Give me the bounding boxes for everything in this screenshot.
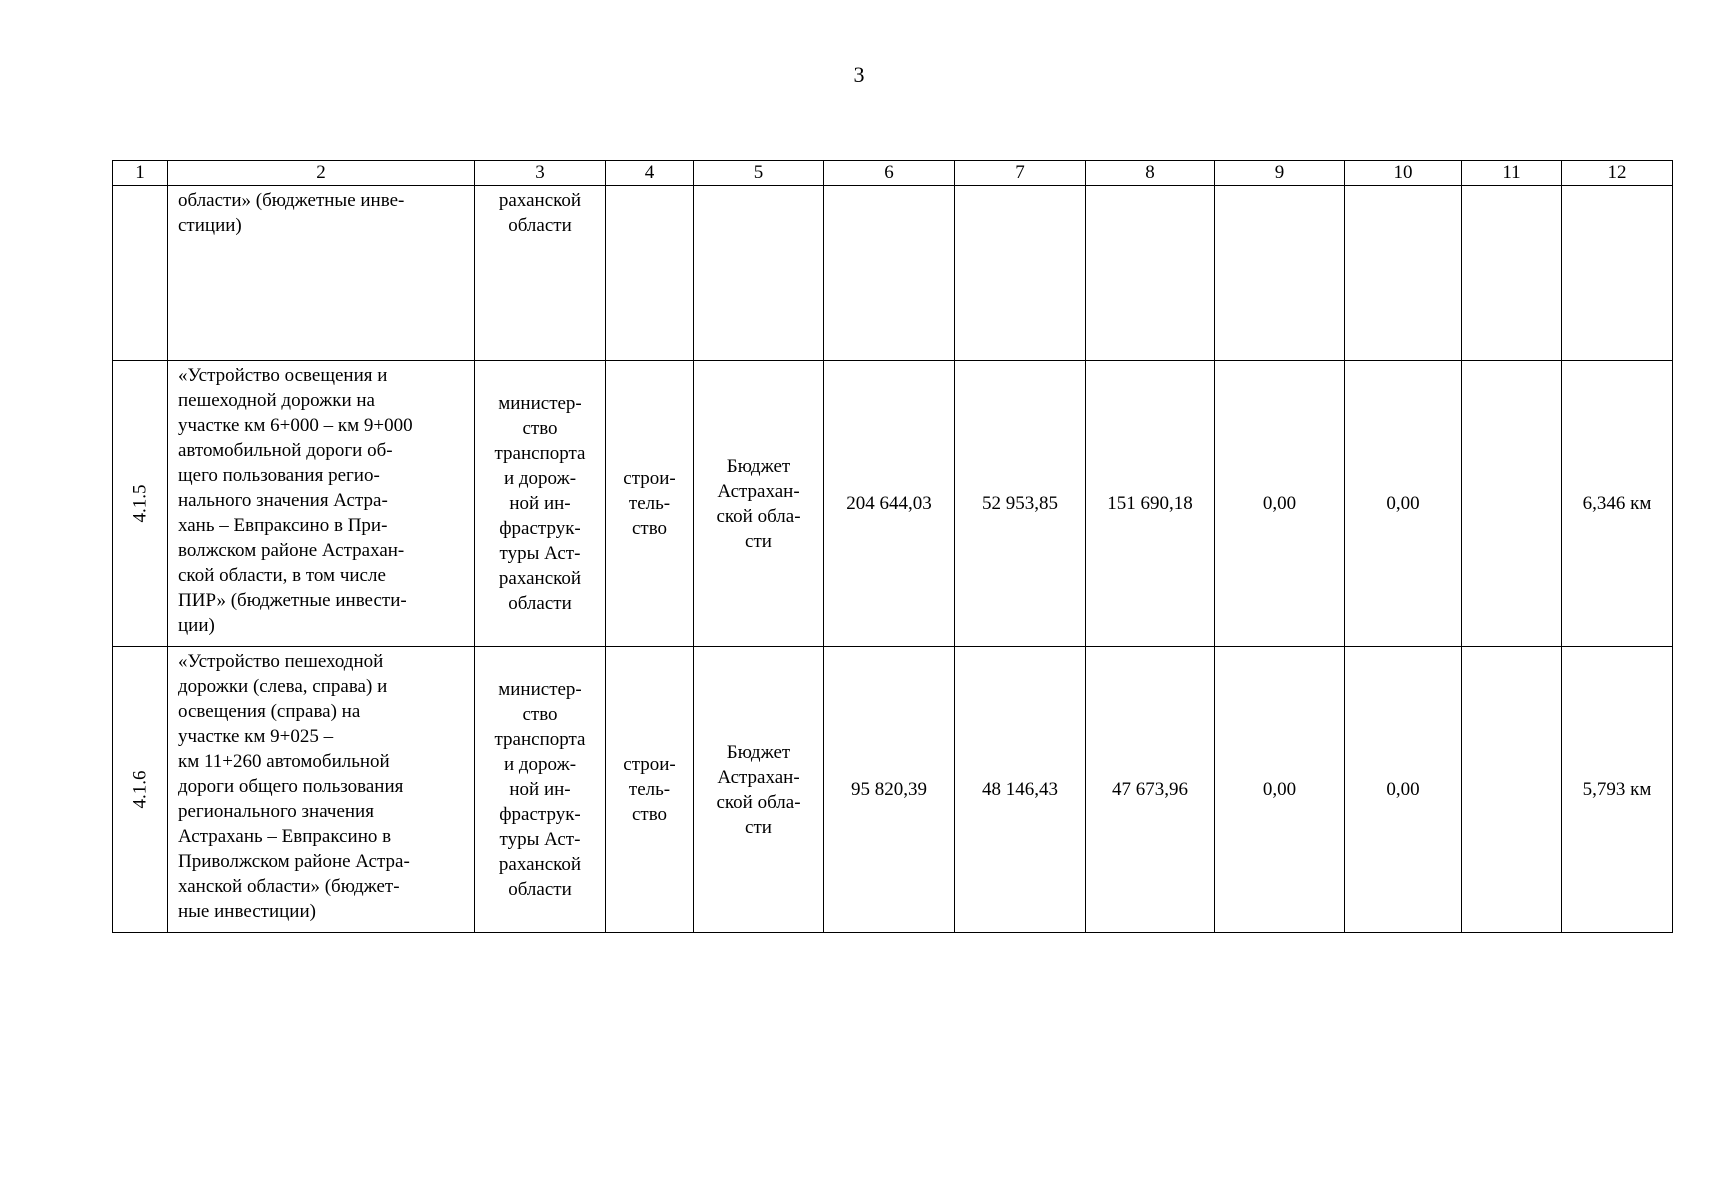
cell-type: строи- тель- ство: [606, 361, 694, 647]
cell-col8: [1086, 186, 1215, 361]
header-cell: 11: [1462, 161, 1562, 186]
cell-number: [113, 647, 168, 933]
header-cell: 4: [606, 161, 694, 186]
header-row: [113, 161, 1673, 186]
cell-col10: 0,00: [1345, 361, 1462, 647]
cell-col8: 151 690,18: [1086, 361, 1215, 647]
cell-col6: [824, 186, 955, 361]
continuation-row: [113, 186, 1673, 361]
cell-col10: [1345, 186, 1462, 361]
cell-col7: 52 953,85: [955, 361, 1086, 647]
cell-source: [694, 186, 824, 361]
cell-col12: 5,793 км: [1562, 647, 1673, 933]
program-table: [112, 160, 1673, 933]
cell-source: Бюджет Астрахан- ской обла- сти: [694, 647, 824, 933]
cell-number: [113, 361, 168, 647]
header-cell: 10: [1345, 161, 1462, 186]
cell-col9: 0,00: [1215, 647, 1345, 933]
row-number: 4.1.6: [129, 770, 151, 809]
cell-col9: [1215, 186, 1345, 361]
cell-col11: [1462, 647, 1562, 933]
cell-type: [606, 186, 694, 361]
cell-name: «Устройство освещения и пешеходной дорожки на участке км 6+000 – км 9+000 автомобильной дороги об- щего пользования регио- нального значения Астра- хань – Евпраксино в При- волжском районе Астрахан- ской области, в том числе ПИР» (бюджетные инвести- ции): [168, 361, 475, 647]
cell-col7: [955, 186, 1086, 361]
header-cell: 3: [475, 161, 606, 186]
header-cell: 7: [955, 161, 1086, 186]
cell-col6: 204 644,03: [824, 361, 955, 647]
table-row: [113, 647, 1673, 933]
cell-type: строи- тель- ство: [606, 647, 694, 933]
cell-col10: 0,00: [1345, 647, 1462, 933]
cell-name: области» (бюджетные инве- стиции): [168, 186, 475, 361]
cell-executor: министер- ство транспорта и дорож- ной ин- фраструк- туры Аст- раханской области: [475, 647, 606, 933]
cell-executor: раханской области: [475, 186, 606, 361]
header-cell: 5: [694, 161, 824, 186]
cell-col9: 0,00: [1215, 361, 1345, 647]
table-row: [113, 361, 1673, 647]
cell-col7: 48 146,43: [955, 647, 1086, 933]
cell-col12: 6,346 км: [1562, 361, 1673, 647]
header-cell: 12: [1562, 161, 1673, 186]
page-number: 3: [853, 62, 865, 87]
cell-col12: [1562, 186, 1673, 361]
header-cell: 6: [824, 161, 955, 186]
cell-name: «Устройство пешеходной дорожки (слева, справа) и освещения (справа) на участке км 9+025 – км 11+260 автомобильной дороги общего пользования регионального значения Астрахань – Евпраксино в Приволжском районе Астра- ханской области» (бюджет- ные инвестиции): [168, 647, 475, 933]
cell-number: [113, 186, 168, 361]
header-cell: 1: [113, 161, 168, 186]
header-cell: 8: [1086, 161, 1215, 186]
cell-col8: 47 673,96: [1086, 647, 1215, 933]
header-cell: 9: [1215, 161, 1345, 186]
header-cell: 2: [168, 161, 475, 186]
cell-col11: [1462, 186, 1562, 361]
cell-executor: министер- ство транспорта и дорож- ной ин- фраструк- туры Аст- раханской области: [475, 361, 606, 647]
cell-source: Бюджет Астрахан- ской обла- сти: [694, 361, 824, 647]
cell-col11: [1462, 361, 1562, 647]
row-number: 4.1.5: [129, 484, 151, 523]
cell-col6: 95 820,39: [824, 647, 955, 933]
